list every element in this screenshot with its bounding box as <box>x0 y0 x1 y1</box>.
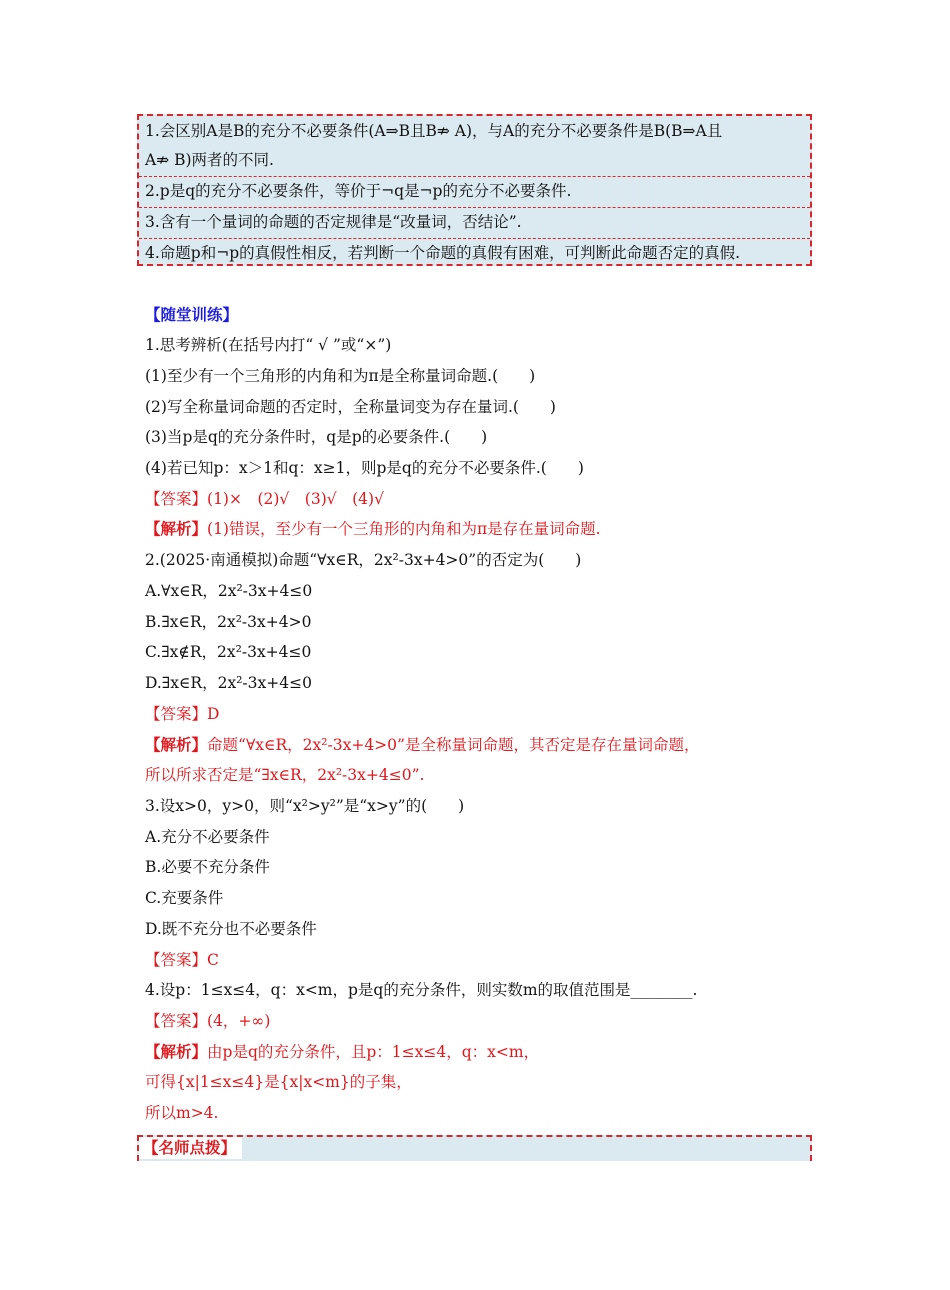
q3-option-b: B.必要不充分条件 <box>145 858 270 876</box>
q3-option-c: C.充要条件 <box>145 889 224 907</box>
answer-label: 【答案】 <box>145 1012 208 1030</box>
answer-label: 【答案】 <box>145 951 208 969</box>
q1-stem: 1.思考辨析(在括号内打“ √ ”或“×”) <box>145 336 392 354</box>
analysis-text: 由p是q的充分条件，且p：1≤x≤4，q：x<m， <box>207 1043 540 1061</box>
analysis-text: 命题“∀x∈R，2x²-3x+4>0”是全称量词命题，其否定是存在量词命题， <box>207 736 700 754</box>
answer-label: 【答案】 <box>145 490 208 508</box>
q2-analysis <box>145 734 699 756</box>
teacher-tips-box <box>137 1135 812 1161</box>
analysis-label: 【解析】 <box>145 519 208 538</box>
q2-analysis-cont: 所以所求否定是“∃x∈R，2x²-3x+4≤0”. <box>145 766 425 784</box>
q1-answer <box>145 488 384 510</box>
tip-1-line-2: A⇏ B)两者的不同. <box>145 151 274 169</box>
q2-option-d: D.∃x∈R，2x²-3x+4≤0 <box>145 674 312 692</box>
q2-answer <box>145 703 219 725</box>
tip-3: 3.含有一个量词的命题的否定规律是“改量词，否结论”. <box>145 213 522 231</box>
q3-stem: 3.设x>0，y>0，则“x²>y²”是“x>y”的( ) <box>145 797 465 815</box>
q4-answer <box>145 1010 270 1032</box>
q4-stem: 4.设p：1≤x≤4，q：x<m，p是q的充分条件，则实数m的取值范围是________. <box>145 981 698 999</box>
teacher-tips-title: 【名师点拨】 <box>139 1137 242 1159</box>
q1-item: (4)若已知p：x＞1和q：x≥1，则p是q的充分不必要条件.( ) <box>145 459 584 477</box>
q3-option-a: A.充分不必要条件 <box>145 828 270 846</box>
q1-item: (2)写全称量词命题的否定时，全称量词变为存在量词.( ) <box>145 398 556 416</box>
answer-text: (1)× (2)√ (3)√ (4)√ <box>207 490 384 508</box>
tip-4: 4.命题p和¬p的真假性相反，若判断一个命题的真假有困难，可判断此命题否定的真假. <box>145 244 741 262</box>
answer-text: (4，+∞) <box>207 1012 271 1030</box>
q1-item: (1)至少有一个三角形的内角和为π是全称量词命题.( ) <box>145 367 536 385</box>
q2-option-c: C.∃x∉R，2x²-3x+4≤0 <box>145 643 312 661</box>
q3-answer <box>145 949 219 971</box>
answer-label: 【答案】 <box>145 705 208 723</box>
q2-option-a: A.∀x∈R，2x²-3x+4≤0 <box>145 582 313 600</box>
q4-analysis-cont: 所以m>4. <box>145 1104 219 1122</box>
answer-text: C <box>207 951 219 969</box>
answer-text: D <box>207 705 220 723</box>
section-title: 【随堂训练】 <box>145 305 239 324</box>
q4-analysis-cont: 可得{x|1≤x≤4}是{x|x<m}的子集， <box>145 1073 412 1091</box>
analysis-label: 【解析】 <box>145 735 208 754</box>
q2-option-b: B.∃x∈R，2x²-3x+4>0 <box>145 613 312 631</box>
tip-1-line-1: 1.会区别A是B的充分不必要条件(A⇒B且B⇏ A)，与A的充分不必要条件是B(B⇒A且 <box>145 122 723 140</box>
q4-analysis <box>145 1041 539 1063</box>
analysis-text: (1)错误，至少有一个三角形的内角和为π是存在量词命题. <box>207 520 601 538</box>
tip-2: 2.p是q的充分不必要条件，等价于¬q是¬p的充分不必要条件. <box>145 182 572 200</box>
q3-option-d: D.既不充分也不必要条件 <box>145 920 317 938</box>
q1-analysis <box>145 518 601 540</box>
tips-box <box>137 114 812 266</box>
q1-item: (3)当p是q的充分条件时，q是p的必要条件.( ) <box>145 428 488 446</box>
analysis-label: 【解析】 <box>145 1042 208 1061</box>
q2-stem: 2.(2025·南通模拟)命题“∀x∈R，2x²-3x+4>0”的否定为( ) <box>145 551 582 569</box>
